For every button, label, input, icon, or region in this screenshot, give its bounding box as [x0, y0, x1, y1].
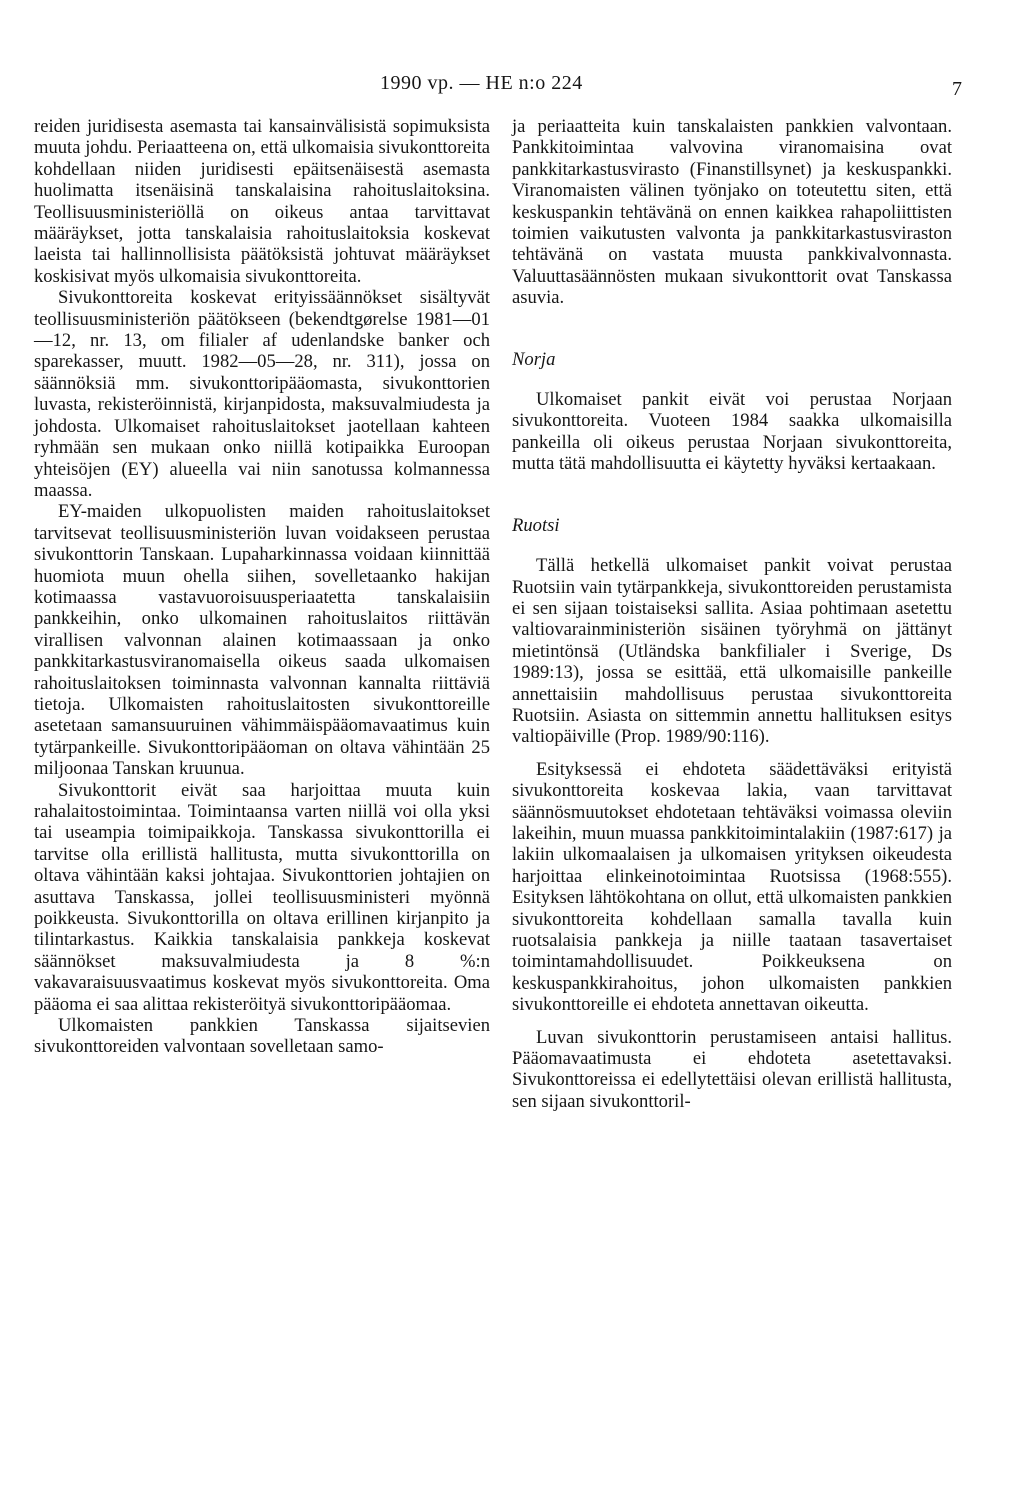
paragraph: Sivukonttorit eivät saa harjoittaa muuta kuin rahalaitostoimintaa. Toimintaansa varten niillä voi olla yksi tai useampia toimipaikkoja. Tanskassa sivukonttorilla ei tarvitse olla erillistä hallitusta, mutta sivukonttorilla on oltava vähintään kaksi johtajaa. Sivukonttorien johtajien on asuttava Tanskassa, jollei teollisuusministeri myönnä poikkeusta. Sivukonttorilla on oltava erillinen kirjanpito ja tilintarkastus. Kaikkia tanskalaisia pankkeja koskevat säännökset maksuvalmiudesta ja 8 %:n vakavaraisuusvaatimus koskevat myös sivukonttoreita. Oma pääoma ei saa alittaa rekisteröityä sivukonttoripääomaa. — [34, 779, 490, 1015]
paragraph: Sivukonttoreita koskevat erityissäännökset sisältyvät teollisuusministeriön päätökseen (bekendtgørelse 1981—01—12, nr. 13, om filialer af udenlandske banker och sparekasser, muutt. 1982—05—28, nr. 311), jossa on säännöksiä mm. sivukonttoripääomasta, sivukonttorien luvasta, rekisteröinnistä, kirjanpidosta, maksuvalmiudesta ja johdosta. Ulkomaiset rahoituslaitokset jaotellaan kahteen ryhmään sen mukaan onko niillä kotipaikka Euroopan yhteisöjen (EY) alueella vai niin sanotussa kolmannessa maassa. — [34, 287, 490, 501]
paragraph: Esityksessä ei ehdoteta säädettäväksi erityistä sivukonttoreita koskevaa lakia, vaan tarvittavat säännösmuutokset ehdotetaan tehtäväksi voimassa oleviin lakeihin, muun muassa pankkitoimintalakiin (1987:617) ja lakiin ulkomaalaisen ja ulkomaisen yrityksen oikeudesta harjoittaa elinkeinotoimintaa Ruotsissa (1968:555). Esityksen lähtökohtana on ollut, että ulkomaisten pankkien sivukonttoreita kohdellaan samalla tavalla kuin ruotsalaisia pankkeja ja niille taataan tasavertaiset toimintamahdollisuudet. Poikkeuksena on keskuspankkirahoitus, johon ulkomaisten pankkien sivukonttoreille ei ehdoteta annettavan oikeutta. — [512, 758, 952, 1016]
section-heading-ruotsi: Ruotsi — [512, 514, 560, 536]
paragraph: Tällä hetkellä ulkomaiset pankit voivat perustaa Ruotsiin vain tytärpankkeja, sivukonttoreiden perustamista ei sen sijaan toistaiseksi sallita. Asiaa pohtimaan asetettu valtiovarainministeriön sisäinen työryhmä on jättänyt mietintönsä (Utländska bankfilialer i Sverige, Ds 1989:13), jossa se esittää, että ulkomaisille pankeille annettaisiin mahdollisuus perustaa sivukonttoreita Ruotsiin. Asiasta on sittemmin annettu hallituksen esitys valtiopäiville (Prop. 1989/90:116). — [512, 555, 952, 748]
page-number: 7 — [952, 78, 962, 100]
left-column — [34, 116, 490, 1058]
paragraph: reiden juridisesta asemasta tai kansainvälisistä sopimuksista muuta johdu. Periaatteena on, että ulkomaisia sivukonttoreita kohdellaan niiden juridisesti epäitsenäisestä asemasta huolimatta itsenäisinä tanskalaisina rahoituslaitoksina. Teollisuusministeriöllä on oikeus antaa tarvittavat määräykset, jotta tanskalaisia rahoituslaitoksia koskevat laeista tai hallinnollisista päätöksistä johtuvat määräykset koskisivat myös ulkomaisia sivukonttoreita. — [34, 116, 490, 287]
right-column — [512, 116, 952, 1112]
paragraph: Ulkomaisten pankkien Tanskassa sijaitsevien sivukonttoreiden valvontaan sovelletaan samo- — [34, 1015, 490, 1058]
paragraph: ja periaatteita kuin tanskalaisten pankkien valvontaan. Pankkitoimintaa valvovina viranomaisina ovat pankkitarkastusvirasto (Finanstillsynet) ja keskuspankki. Viranomaisten välinen työnjako on toteutettu siten, että keskuspankin tehtävänä on ennen kaikkea rahapoliittisten toimien vaikutusten valvonta ja pankkitarkastusviraston tehtävänä on vastata muusta pankkivalvonnasta. Valuuttasäännösten mukaan sivukonttorit ovat Tanskassa asuvia. — [512, 116, 952, 309]
running-header-title: 1990 vp. — HE n:o 224 — [380, 72, 583, 94]
paragraph: Ulkomaiset pankit eivät voi perustaa Norjaan sivukonttoreita. Vuoteen 1984 saakka ulkomaisilla pankeilla oli oikeus perustaa Norjaan sivukonttoreita, mutta tätä mahdollisuutta ei käytetty hyväksi kertaakaan. — [512, 389, 952, 475]
paragraph: EY-maiden ulkopuolisten maiden rahoituslaitokset tarvitsevat teollisuusministeriön luvan voidakseen perustaa sivukonttorin Tanskaan. Lupaharkinnassa voidaan kiinnittää huomiota muun ohella siihen, sovelletaanko hakijan kotimaassa vastavuoroisuusperiaatetta tanskalaisiin pankkeihin, onko ulkomainen rahoituslaitos riittävän virallisen valvonnan alainen kotimaassaan ja onko pankkitarkastusviranomaisella oikeus saada ulkomaisen rahoituslaitoksen toiminnasta valvonnan kannalta riittäviä tietoja. Ulkomaisten rahoituslaitosten sivukonttoreille asetetaan samansuuruinen vähimmäispääomavaatimus kuin tytärpankeille. Sivukonttoripääoman on oltava vähintään 25 miljoonaa Tanskan kruunua. — [34, 501, 490, 780]
section-heading-norja: Norja — [512, 348, 556, 370]
page-header — [0, 72, 1024, 102]
paragraph: Luvan sivukonttorin perustamiseen antaisi hallitus. Pääomavaatimusta ei ehdoteta asetettavaksi. Sivukonttoreissa ei edellytettäisi olevan erillistä hallitusta, sen sijaan sivukonttoril- — [512, 1026, 952, 1112]
